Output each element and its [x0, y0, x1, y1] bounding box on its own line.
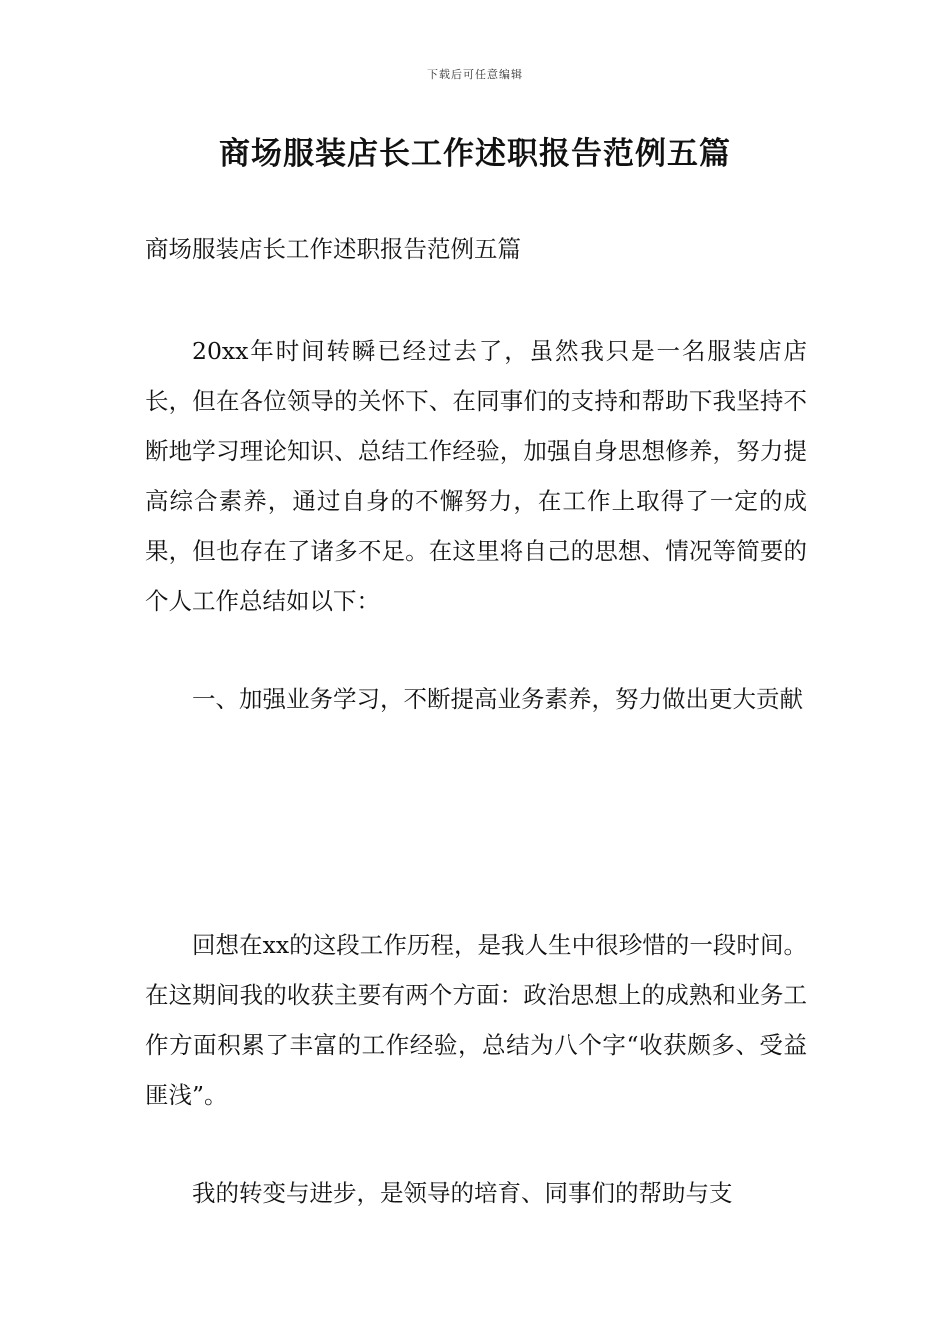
subtitle-text: 商场服装店长工作述职报告范例五篇 [145, 235, 521, 263]
document-subtitle [145, 224, 807, 274]
section-heading-1-text: 一、加强业务学习，不断提高业务素养，努力做出更大贡献 [192, 685, 803, 713]
header-note: 下载后可任意编辑 [427, 68, 523, 81]
document-title: 商场服装店长工作述职报告范例五篇 [219, 136, 731, 172]
paragraph-3-text: 我的转变与进步，是领导的培育、同事们的帮助与支 [192, 1179, 733, 1207]
section-heading-1 [145, 674, 807, 724]
paragraph-2 [145, 920, 807, 1120]
paragraph-1 [145, 326, 807, 626]
paragraph-2-text: 回想在xx的这段工作历程，是我人生中很珍惜的一段时间。在这期间我的收获主要有两个方面：政治思想上的成熟和业务工作方面积累了丰富的工作经验，总结为八个字“收获颇多、受益匪浅”。 [145, 931, 807, 1109]
paragraph-3 [145, 1168, 807, 1218]
paragraph-1-text: 20xx年时间转瞬已经过去了，虽然我只是一名服装店店长，但在各位领导的关怀下、在同事们的支持和帮助下我坚持不断地学习理论知识、总结工作经验，加强自身思想修养，努力提高综合素养，通过自身的不懈努力，在工作上取得了一定的成果，但也存在了诸多不足。在这里将自己的思想、情况等简要的个人工作总结如以下： [145, 337, 807, 615]
